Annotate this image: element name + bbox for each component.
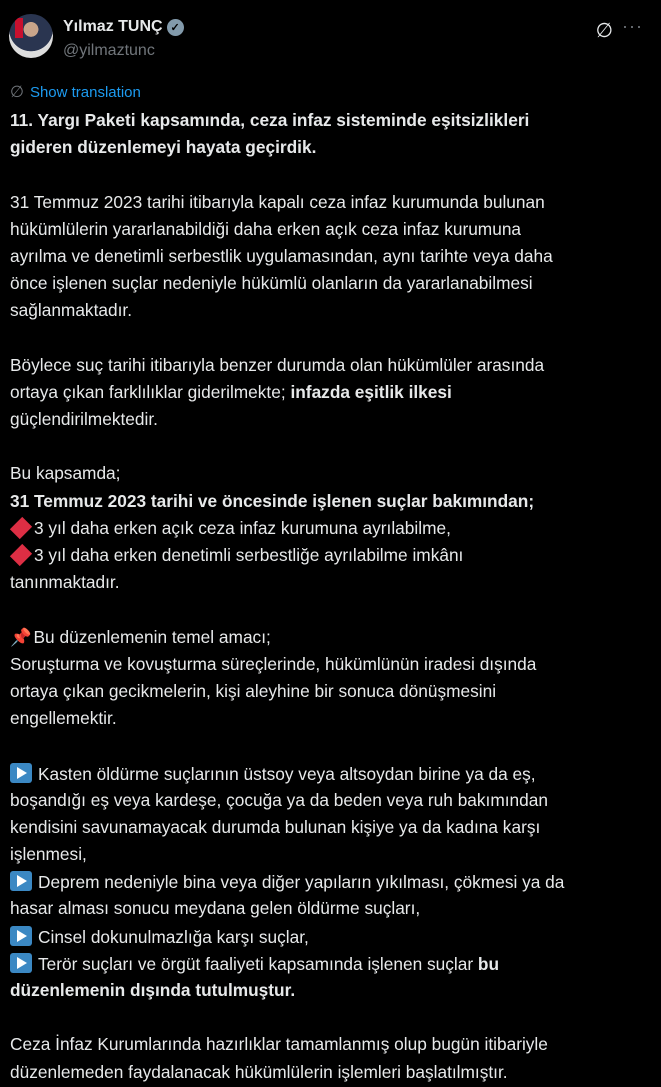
translate-icon: ∅	[10, 84, 24, 101]
pin-emoji-icon: 📌	[10, 626, 32, 647]
text-segment: sağlanmaktadır.	[10, 300, 132, 321]
play-emoji-icon	[10, 871, 32, 891]
text-segment: Bu kapsamda;	[10, 463, 121, 484]
text-line	[10, 977, 655, 1004]
text-segment: tanınmaktadır.	[10, 572, 120, 593]
text-segment: ayrılma ve denetimli serbestlik uygulamasından, aynı tarihte veya daha	[10, 245, 553, 266]
show-translation-link[interactable]	[10, 82, 141, 102]
author-name-text: Yılmaz TUNÇ	[63, 18, 163, 35]
bold-text: düzenlemenin dışında tutulmuştur.	[10, 980, 296, 1000]
diamond-emoji-icon	[10, 517, 32, 539]
text-line	[10, 895, 655, 922]
text-line	[10, 1004, 655, 1031]
more-options-icon[interactable]: ···	[622, 16, 643, 36]
text-segment: ortaya çıkan farklılıklar giderilmekte;	[10, 381, 291, 402]
text-segment: 3 yıl daha erken denetimli serbestliğe ayrılabilme imkânı	[34, 545, 464, 565]
text-line	[10, 406, 655, 433]
bold-text: infazda eşitlik ilkesi	[290, 381, 452, 402]
tweet-header	[9, 14, 661, 62]
verified-badge-icon[interactable]: ✓	[167, 19, 184, 36]
text-line	[10, 433, 655, 460]
author-name[interactable]	[63, 18, 184, 36]
text-line	[10, 651, 655, 678]
text-line	[10, 1031, 655, 1058]
grok-icon[interactable]: ∅	[595, 20, 613, 42]
text-segment: boşandığı eş veya kardeşe, çocuğa ya da beden veya ruh bakımından	[10, 789, 548, 810]
text-segment: önce işlenen suçlar nedeniyle hükümlü olanların da yararlanabilmesi	[10, 273, 533, 294]
text-line	[10, 950, 655, 977]
text-segment: 31 Temmuz 2023 tarihi itibarıyla kapalı ceza infaz kurumunda bulunan	[10, 191, 545, 212]
bold-text: 31 Temmuz 2023 tarihi ve öncesinde işlenen suçlar bakımından;	[10, 490, 535, 511]
text-line	[10, 760, 655, 787]
bold-text: 11. Yargı Paketi kapsamında, ceza infaz sisteminde eşitsizlikleri	[10, 110, 530, 130]
text-segment: Ceza İnfaz Kurumlarında hazırlıklar tamamlanmış olup bugün itibariyle	[10, 1034, 548, 1055]
text-segment: düzenlemeden faydalanacak hükümlülerin işlemleri başlatılmıştır.	[10, 1061, 508, 1082]
text-segment: güçlendirilmektedir.	[10, 409, 158, 430]
text-line	[10, 569, 655, 596]
author-handle[interactable]: @yilmaztunc	[63, 42, 155, 59]
text-line	[10, 732, 655, 759]
text-line	[10, 243, 655, 270]
text-line	[10, 297, 655, 324]
text-segment: 3 yıl daha erken açık ceza infaz kurumuna ayrılabilme,	[34, 517, 451, 538]
text-segment: Kasten öldürme suçlarının üstsoy veya altsoydan birine ya da eş,	[38, 763, 536, 784]
text-line	[10, 352, 655, 379]
text-segment: kendisini savunamayacak durumda bulunan kişiye ya da kadına karşı	[10, 816, 541, 837]
diamond-emoji-icon	[10, 544, 32, 566]
text-segment: hükümlülerin yararlanabildiği daha erken açık ceza infaz kurumuna	[10, 218, 522, 239]
text-line	[10, 189, 655, 216]
text-line	[10, 923, 655, 950]
text-line	[10, 325, 655, 352]
text-line	[10, 705, 655, 732]
text-line	[10, 488, 655, 515]
text-line	[10, 814, 655, 841]
text-segment: engellemektir.	[10, 708, 117, 729]
text-segment: Soruşturma ve kovuşturma süreçlerinde, hükümlünün iradesi dışında	[10, 653, 537, 674]
show-translation-label: Show translation	[29, 83, 141, 101]
text-line	[10, 542, 655, 569]
text-segment: Böylece suç tarihi itibarıyla benzer durumda olan hükümlüler arasında	[10, 354, 545, 375]
text-segment: Deprem nedeniyle bina veya diğer yapıların yıkılması, çökmesi ya da	[38, 872, 565, 893]
text-segment: ortaya çıkan gecikmelerin, kişi aleyhine bir sonuca dönüşmesini	[10, 680, 497, 701]
text-line	[10, 868, 655, 895]
text-line	[10, 515, 655, 542]
bold-text: bu	[477, 953, 500, 974]
tweet-text	[10, 107, 655, 1086]
text-segment: Bu düzenlemenin temel amacı;	[33, 626, 271, 647]
play-emoji-icon	[10, 763, 32, 783]
play-emoji-icon	[10, 926, 32, 946]
text-line	[10, 787, 655, 814]
text-segment: hasar alması sonucu meydana gelen öldürme suçları,	[10, 898, 421, 919]
text-line	[10, 1059, 655, 1086]
text-line	[10, 841, 655, 868]
text-line	[10, 107, 655, 134]
avatar[interactable]	[9, 14, 53, 58]
text-line	[10, 624, 655, 651]
bold-text: gideren düzenlemeyi hayata geçirdik.	[10, 137, 317, 158]
play-emoji-icon	[10, 953, 32, 973]
text-line	[10, 596, 655, 623]
text-line	[10, 379, 655, 406]
text-line	[10, 460, 655, 487]
text-line	[10, 270, 655, 297]
text-line	[10, 678, 655, 705]
text-segment: Terör suçları ve örgüt faaliyeti kapsamında işlenen suçlar	[38, 953, 478, 974]
text-line	[10, 161, 655, 188]
text-line	[10, 134, 655, 161]
text-segment: işlenmesi,	[10, 844, 87, 865]
text-segment: Cinsel dokunulmazlığa karşı suçlar,	[38, 926, 309, 947]
text-line	[10, 216, 655, 243]
